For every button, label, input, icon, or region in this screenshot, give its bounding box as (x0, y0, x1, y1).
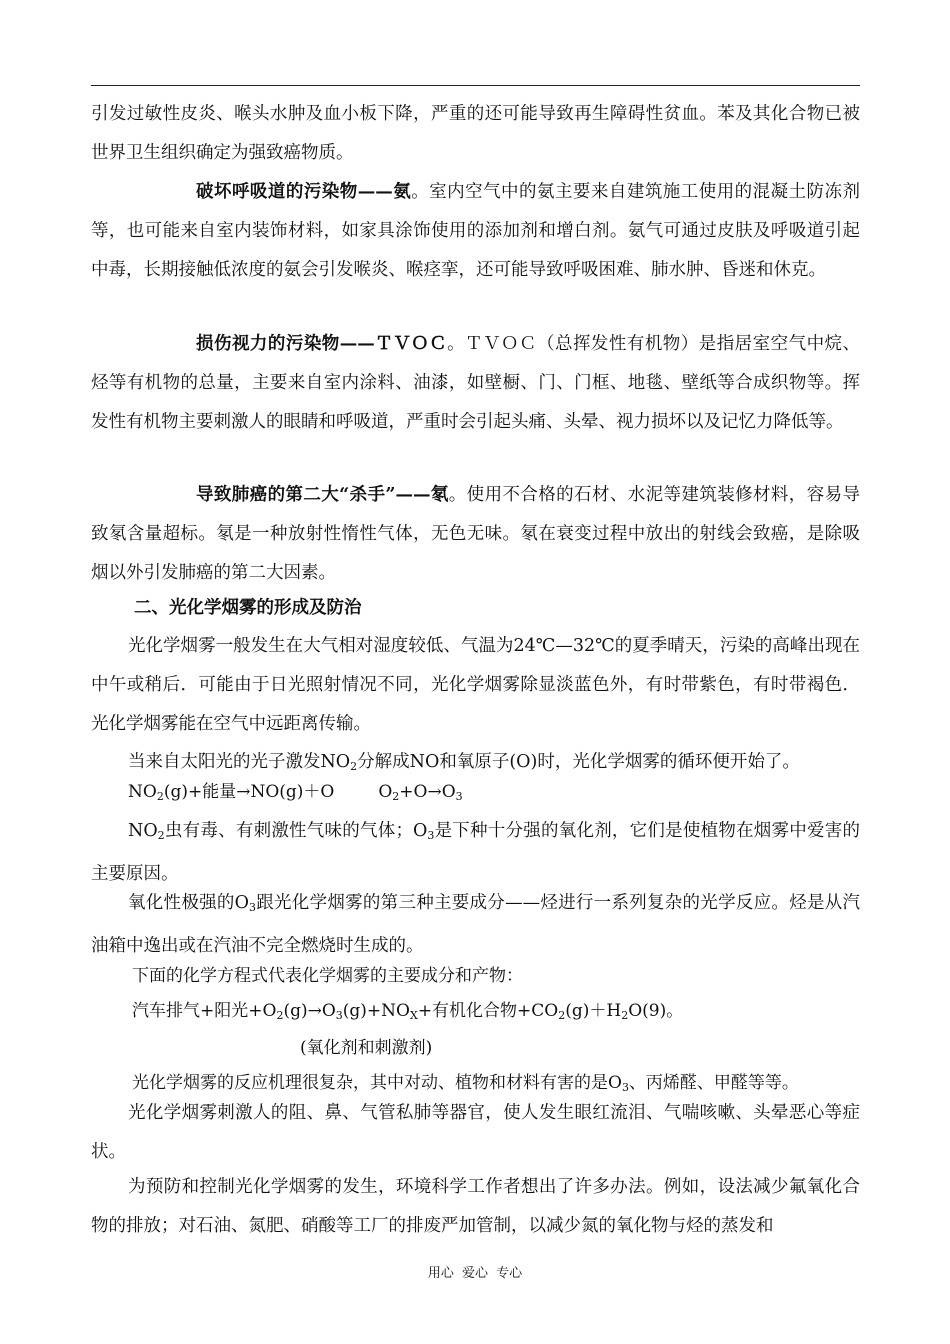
equation-note: (氧化剂和刺激剂) (300, 1038, 433, 1058)
paragraph-radon: 导致肺癌的第二大“杀手”——氡。使用不合格的石材、水泥等建筑装修材料，容易导致氡含量超标。氡是一种放射性惰性气体，无色无味。氡在衰变过程中放出的射线会致癌，是除吸烟以外引发肺癌的第二大因素。 (91, 485, 860, 583)
paragraph-lead-ammonia: 破坏呼吸道的污染物——氨 (196, 182, 412, 202)
paragraph-mechanism: 光化学烟雾的反应机理很复杂，其中对动、植物和材料有害的是$O_3$、丙烯醛、甲醛等等。 (132, 1073, 799, 1094)
page-footer: 用心 爱心 专心 (427, 1266, 523, 1281)
equation-smog-products: 汽车排气+阳光$+O_2(g)\to O_3(g)+NO_X+$有机化合物$+CO_2(g)+H_2O(9)$。 (132, 1001, 684, 1022)
paragraph-ozone-hydrocarbon: 氧化性极强的$O_3$跟光化学烟雾的第三种主要成分——烃进行一系列复杂的光学反应。烃是从汽油箱中逸出或在汽油不完全燃烧时生成的。 (91, 893, 860, 956)
paragraph-smog-start: 当来自太阳光的光子激发$NO_2$分解成NO和氧原子(O)时，光化学烟雾的循环便开始了。 (128, 752, 800, 773)
paragraph-ammonia: 破坏呼吸道的污染物——氨。室内空气中的氨主要来自建筑施工使用的混凝土防冻剂等，也可能来自室内装饰材料，如家具涂饰使用的添加剂和增白剂。氨气可通过皮肤及呼吸道引起中毒，长期接触低浓度的氨会引发喉炎、喉痉挛，还可能导致呼吸困难、肺水肿、昏迷和休克。 (91, 182, 860, 280)
paragraph-no2-o3: $NO_2$虫有毒、有刺激性气味的气体；$O_3$是下种十分强的氧化剂，它们是使植物在烟雾中爱害的主要原因。 (91, 821, 860, 884)
paragraph-tvoc: 损伤视力的污染物——ＴＶＯＣ。ＴＶＯＣ（总挥发性有机物）是指居室空气中烷、烃等有机物的总量，主要来自室内涂料、油漆，如壁橱、门、门框、地毯、壁纸等合成织物等。挥发性有机物主要刺激人的眼睛和呼吸道，严重时会引起头痛、头晕、视力损坏以及记忆力降低等。 (91, 334, 861, 432)
paragraph-lead-radon: 导致肺癌的第二大“杀手”——氡 (196, 485, 449, 505)
paragraph-lead-tvoc: 损伤视力的污染物——ＴＶＯＣ (196, 334, 448, 354)
paragraph-prevention: 为预防和控制光化学烟雾的发生，环境科学工作者想出了许多办法。例如，设法减少氟氧化合物的排放；对石油、氮肥、硝酸等工厂的排废严加管制，以减少氮的氧化物与烃的蒸发和 (91, 1177, 860, 1236)
paragraph-smog-intro: 光化学烟雾一般发生在大气相对湿度较低、气温为24℃—32℃的夏季晴天，污染的高峰出现在中午或稍后．可能由于日光照射情况不同，光化学烟雾除显淡蓝色外，有时带紫色，有时带褐色．光化学烟雾能在空气中远距离传输。 (91, 636, 860, 734)
paragraph-equation-intro: 下面的化学方程式代表化学烟雾的主要成分和产物： (132, 966, 523, 986)
section-heading: 二、光化学烟雾的形成及防治 (134, 598, 362, 618)
equation-no2-photolysis: $NO_2(g)+$能量→NO(g)＋O $O_2+O\to O_3$ (128, 782, 463, 803)
header-rule (91, 85, 860, 86)
paragraph-symptoms: 光化学烟雾刺激人的阻、鼻、气管私肺等器官，使人发生眼红流泪、气喘咳嗽、头晕恶心等症状。 (91, 1103, 860, 1162)
paragraph-benzene-end: 引发过敏性皮炎、喉头水肿及血小板下降，严重的还可能导致再生障碍性贫血。苯及其化合物已被世界卫生组织确定为强致癌物质。 (91, 104, 860, 163)
